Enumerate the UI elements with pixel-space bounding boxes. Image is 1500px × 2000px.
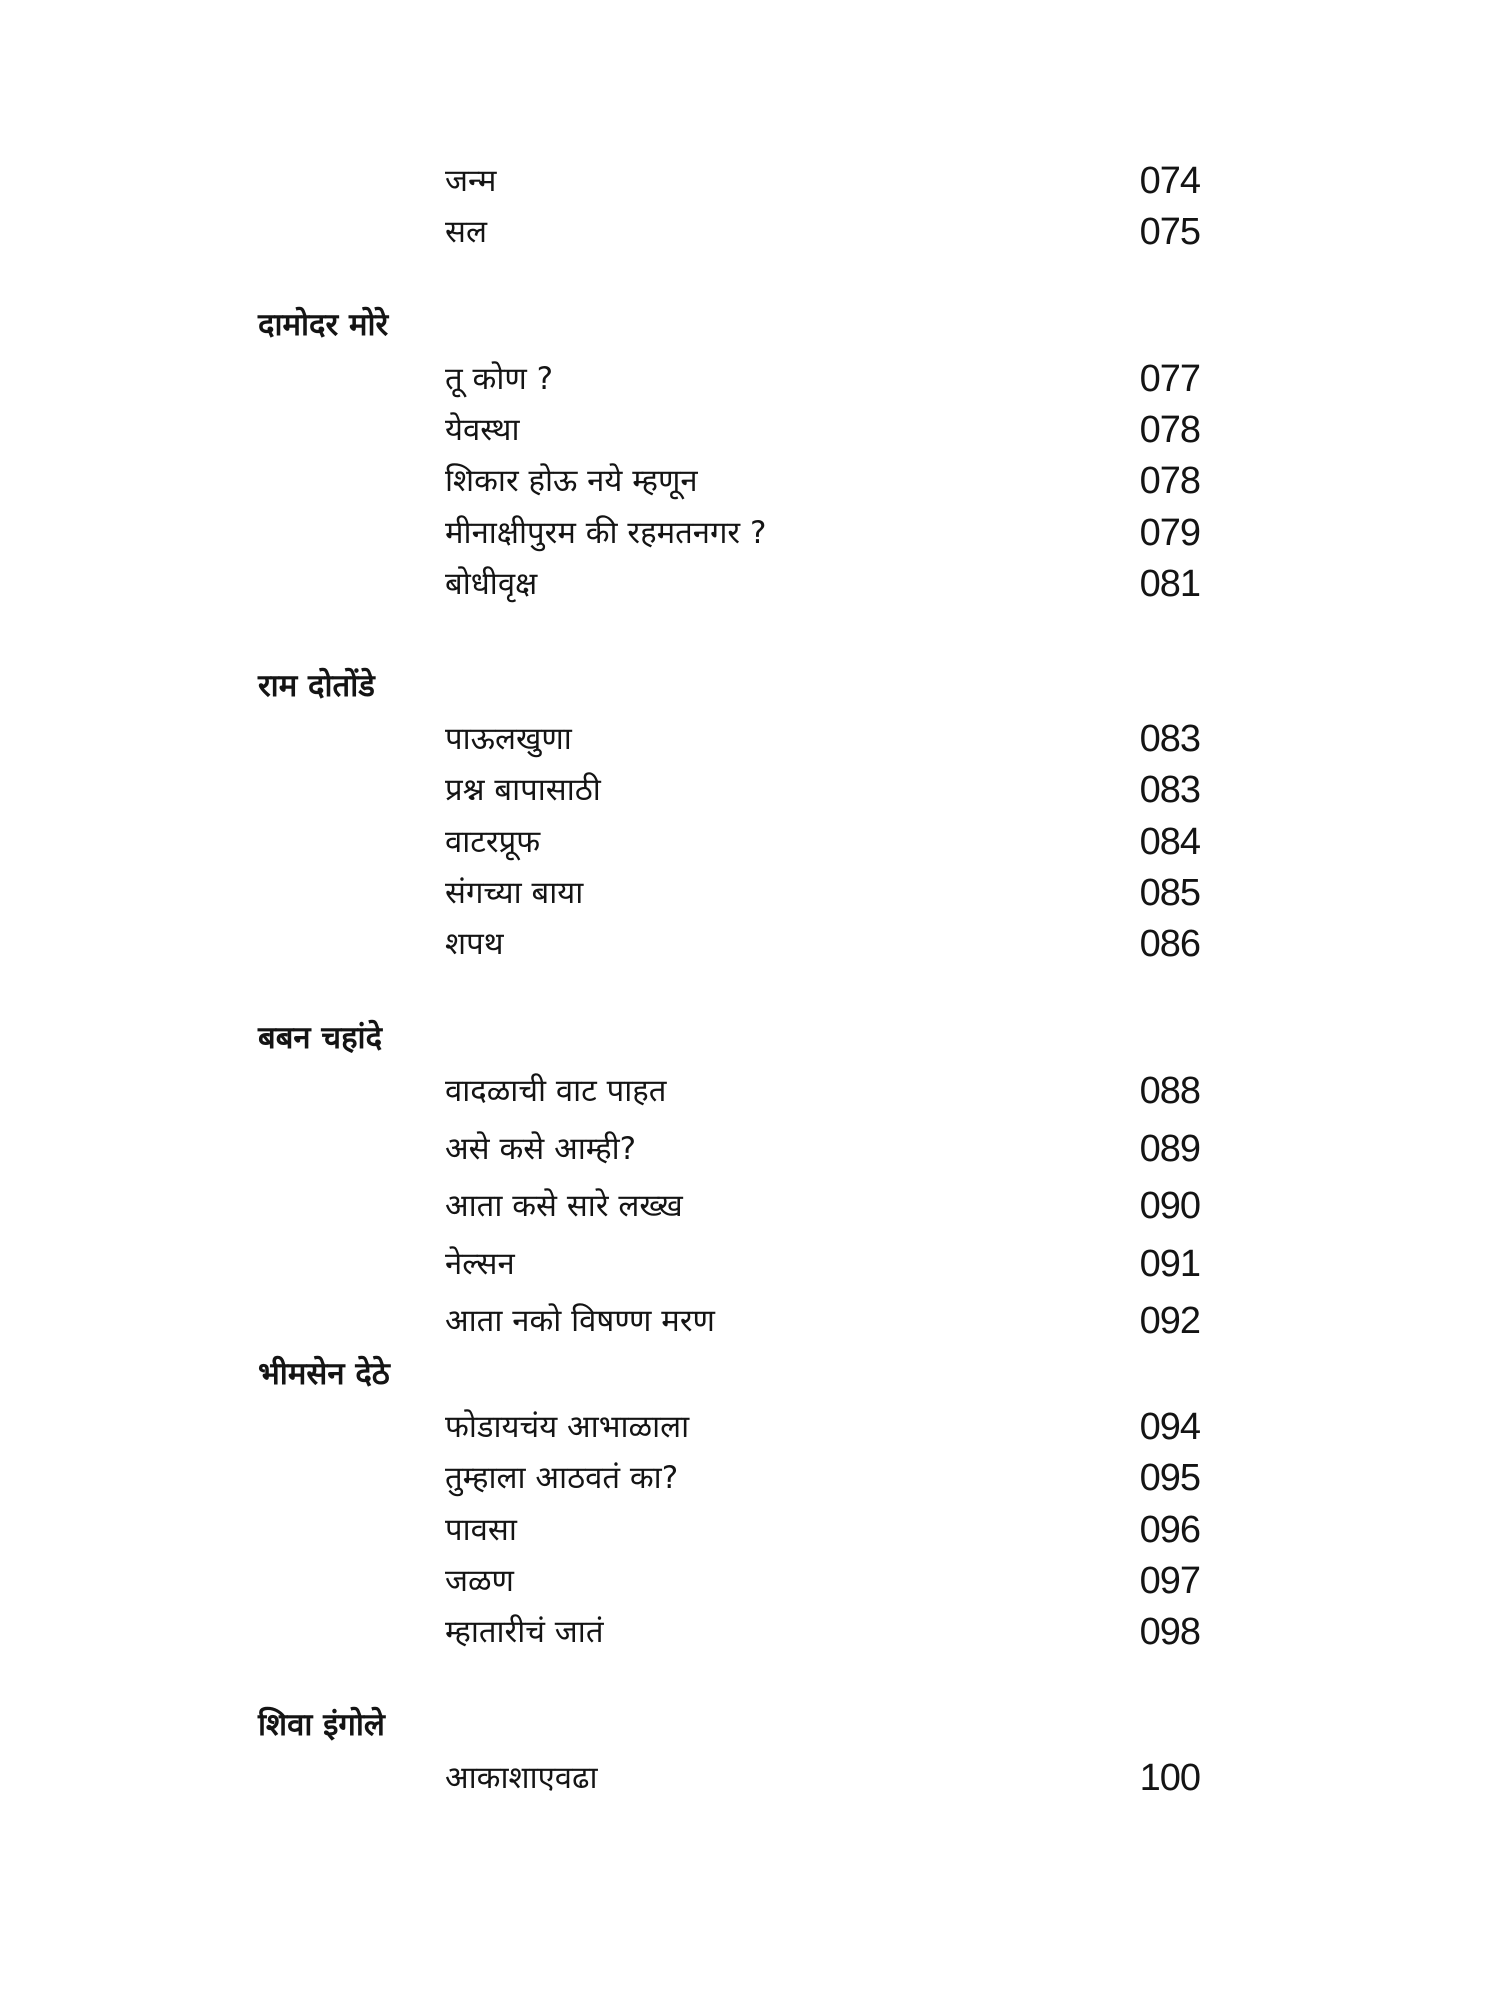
entry-page-number: 085 bbox=[1139, 872, 1200, 914]
entry-page-number: 088 bbox=[1139, 1070, 1200, 1112]
entry-page-number: 075 bbox=[1139, 211, 1200, 253]
entry-title: बोधीवृक्ष bbox=[445, 566, 538, 602]
entry-page-number: 084 bbox=[1139, 821, 1200, 863]
entry-title: मीनाक्षीपुरम की रहमतनगर ? bbox=[445, 515, 767, 551]
entry-title: जळण bbox=[445, 1563, 514, 1599]
toc-entry bbox=[0, 156, 1500, 206]
entry-page-number: 089 bbox=[1139, 1128, 1200, 1170]
entry-page-number: 086 bbox=[1139, 923, 1200, 965]
entry-title: फोडायचंय आभाळाला bbox=[445, 1409, 690, 1445]
toc-entry bbox=[0, 207, 1500, 257]
entry-title: शपथ bbox=[445, 926, 504, 962]
entry-title: आकाशाएवढा bbox=[445, 1760, 598, 1796]
section-author: दामोदर मोरे bbox=[258, 307, 389, 343]
entry-title: असे कसे आम्ही? bbox=[445, 1131, 637, 1167]
entry-title: जन्म bbox=[445, 163, 497, 199]
entry-page-number: 077 bbox=[1139, 358, 1200, 400]
entry-title: शिकार होऊ नये म्हणून bbox=[445, 463, 698, 499]
entry-page-number: 078 bbox=[1139, 460, 1200, 502]
entry-title: वाटरप्रूफ bbox=[445, 824, 541, 860]
entry-page-number: 090 bbox=[1139, 1185, 1200, 1227]
toc-entry bbox=[0, 559, 1500, 609]
toc-entry bbox=[0, 1453, 1500, 1503]
entry-page-number: 083 bbox=[1139, 769, 1200, 811]
entry-page-number: 079 bbox=[1139, 512, 1200, 554]
entry-page-number: 094 bbox=[1139, 1406, 1200, 1448]
section-author: राम दोतोंडे bbox=[258, 668, 375, 704]
toc-entry bbox=[0, 508, 1500, 558]
toc-entry bbox=[0, 1066, 1500, 1116]
toc-entry bbox=[0, 1556, 1500, 1606]
toc-entry bbox=[0, 1753, 1500, 1803]
section-author: बबन चहांदे bbox=[258, 1020, 383, 1056]
entry-page-number: 098 bbox=[1139, 1611, 1200, 1653]
entry-title: म्हातारीचं जातं bbox=[445, 1614, 604, 1650]
section-author: भीमसेन देठे bbox=[258, 1356, 390, 1392]
section-author: शिवा इंगोले bbox=[258, 1707, 385, 1743]
entry-title: तू कोण ? bbox=[445, 361, 554, 397]
entry-page-number: 091 bbox=[1139, 1243, 1200, 1285]
entry-page-number: 097 bbox=[1139, 1560, 1200, 1602]
toc-entry bbox=[0, 1124, 1500, 1174]
entry-page-number: 092 bbox=[1139, 1300, 1200, 1342]
toc-entry bbox=[0, 456, 1500, 506]
toc-entry bbox=[0, 1296, 1500, 1346]
entry-page-number: 095 bbox=[1139, 1457, 1200, 1499]
entry-page-number: 083 bbox=[1139, 718, 1200, 760]
toc-entry bbox=[0, 1181, 1500, 1231]
toc-entry bbox=[0, 1505, 1500, 1555]
entry-title: प्रश्न बापासाठी bbox=[445, 772, 601, 808]
toc-entry bbox=[0, 1402, 1500, 1452]
entry-title: आता नको विषण्ण मरण bbox=[445, 1303, 715, 1339]
toc-entry bbox=[0, 714, 1500, 764]
entry-title: संगच्या बाया bbox=[445, 875, 584, 911]
entry-title: येवस्था bbox=[445, 412, 520, 448]
entry-page-number: 074 bbox=[1139, 160, 1200, 202]
toc-entry bbox=[0, 1607, 1500, 1657]
entry-title: पावसा bbox=[445, 1512, 517, 1548]
entry-page-number: 096 bbox=[1139, 1509, 1200, 1551]
entry-title: वादळाची वाट पाहत bbox=[445, 1073, 667, 1109]
entry-title: पाऊलखुणा bbox=[445, 721, 572, 757]
toc-entry bbox=[0, 919, 1500, 969]
entry-title: नेल्सन bbox=[445, 1246, 515, 1282]
toc-entry bbox=[0, 868, 1500, 918]
entry-page-number: 078 bbox=[1139, 409, 1200, 451]
toc-entry bbox=[0, 354, 1500, 404]
entry-title: सल bbox=[445, 214, 487, 250]
toc-entry bbox=[0, 1239, 1500, 1289]
entry-page-number: 081 bbox=[1139, 563, 1200, 605]
toc-entry bbox=[0, 405, 1500, 455]
entry-title: तुम्हाला आठवतं का? bbox=[445, 1460, 679, 1496]
toc-entry bbox=[0, 765, 1500, 815]
entry-title: आता कसे सारे लख्ख bbox=[445, 1188, 683, 1224]
toc-entry bbox=[0, 817, 1500, 867]
entry-page-number: 100 bbox=[1139, 1757, 1200, 1799]
